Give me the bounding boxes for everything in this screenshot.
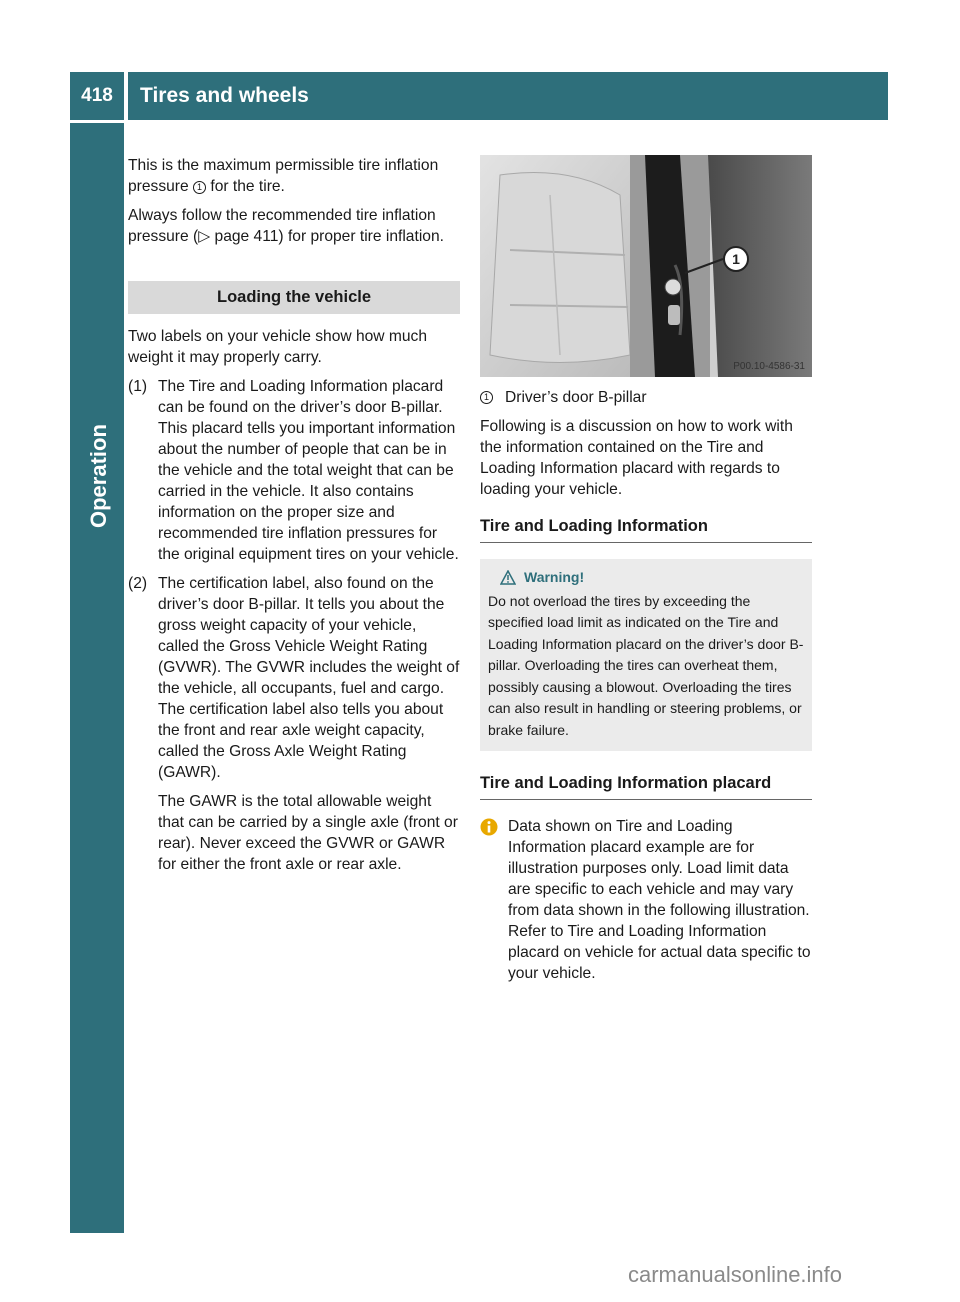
right-column: [480, 155, 812, 984]
warning-title: Warning!: [488, 567, 804, 589]
sidebar-section-label: Operation: [86, 424, 111, 528]
paragraph-max-pressure: This is the maximum permissible tire inflation pressure 1 for the tire.: [128, 157, 439, 195]
warning-text: Do not overload the tires by exceeding the specified load limit as indicated on the Tire and Loading Information placard on the driver’s door B-pillar. Overloading the tires can overheat them, possibly causing a blowout. Overloading the tires can also result in handling or steering problems, or brake failure.: [488, 592, 804, 738]
page-ref-link[interactable]: page 411) for proper tire inflation.: [210, 228, 444, 245]
info-note: [480, 816, 812, 984]
paragraph-discussion: Following is a discussion on how to work with the information contained on the Tire and Loading Information placard with regards to loading your vehicle.: [480, 418, 793, 498]
list-item-number: (1): [128, 378, 148, 395]
b-pillar-photo: [480, 155, 812, 377]
paragraph-follow-pressure: Always follow the recommended tire inflation pressure (▷ page 411) for proper tire inflation.: [128, 207, 444, 245]
photo-callout-1: 1: [732, 251, 740, 267]
list-item: [128, 573, 460, 783]
warning-box: [480, 559, 812, 751]
list-item: [128, 376, 460, 565]
page-ref-arrow-icon: ▷: [198, 228, 211, 245]
paragraph-intro: Two labels on your vehicle show how much weight it may properly carry.: [128, 328, 428, 366]
marker-1: 1: [193, 181, 206, 194]
photo-code: P00.10-4586-31: [733, 361, 805, 372]
paragraph-gawr: The GAWR is the total allowable weight that can be carried by a single axle (front or rear). Never exceed the GVWR or GAWR for either the front axle or rear axle.: [158, 793, 458, 873]
section-heading-loading: Loading the vehicle: [128, 281, 460, 314]
sidebar-bar: [70, 123, 124, 1233]
page-title: Tires and wheels: [128, 72, 888, 120]
list-item-text: The Tire and Loading Information placard can be found on the driver’s door B-pillar. This placard tells you important information about the number of people that can be in the vehicle and the total weight that can be carried in the vehicle. It also contains information on the proper size and recommended tire inflation pressures for the original equipment tires on your vehicle.: [158, 378, 459, 563]
info-text: Data shown on Tire and Loading Information placard example are for illustration purposes only. Load limit data are specific to each vehicle and may vary from data shown in the following illustration. Refer to Tire and Loading Information placard on vehicle for actual data specific to your vehicle.: [508, 818, 811, 982]
list-item-text: The certification label, also found on the driver’s door B-pillar. It tells you about the gross weight capacity of your vehicle, called the Gross Vehicle Weight Rating (GVWR). The GVWR includes the weight of the vehicle, all occupants, fuel and cargo. The certification label also tells you about the front and rear axle weight capacity, called the Gross Axle Weight Rating (GAWR).: [158, 575, 460, 781]
caption-marker: 1: [480, 391, 493, 404]
watermark: carmanualsonline.info: [628, 1262, 843, 1287]
list-item-number: (2): [128, 575, 148, 592]
photo-caption: 1 Driver’s door B-pillar: [480, 387, 812, 408]
page-number: 418: [70, 72, 124, 120]
subheading-tire-loading-info: Tire and Loading Information: [480, 516, 812, 543]
warning-triangle-icon: [500, 570, 516, 585]
subheading-placard: Tire and Loading Information placard: [480, 773, 812, 800]
info-icon: [480, 816, 508, 984]
left-column: [128, 155, 460, 883]
